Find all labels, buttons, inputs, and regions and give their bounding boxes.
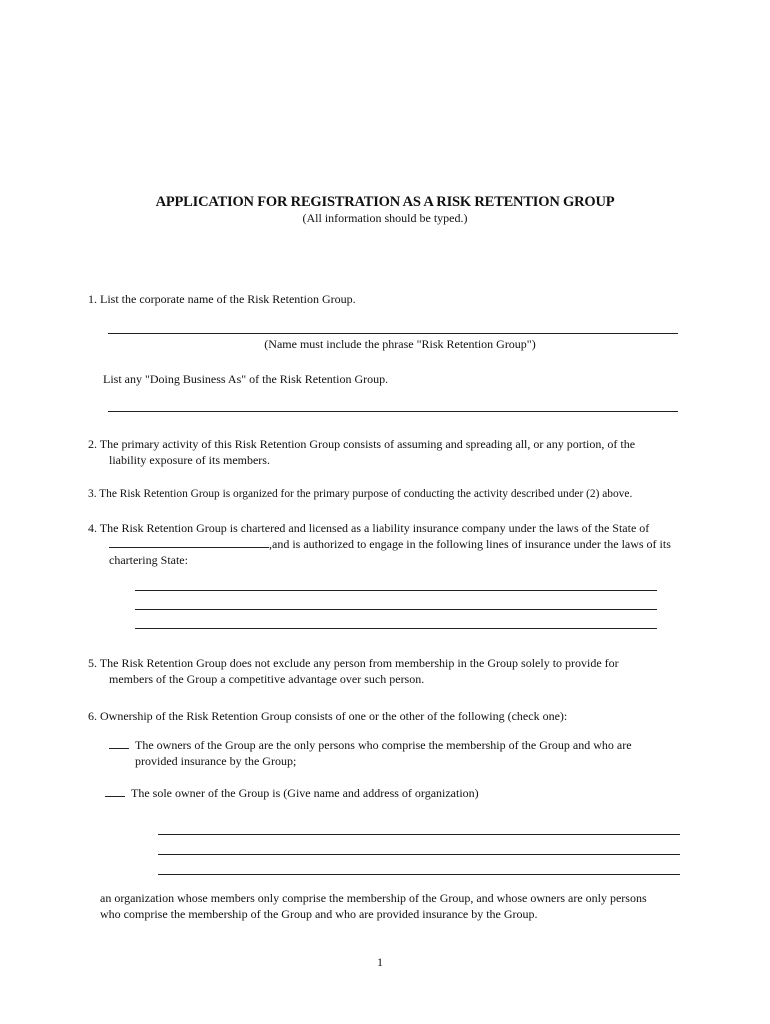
dba-name-field[interactable] [108,411,678,412]
lines-of-insurance-field-2[interactable] [135,609,657,610]
q4-line2-text: ,and is authorized to engage in the following lines of insurance under the laws of its [269,537,671,551]
q6-closing-line1: an organization whose members only comprise the membership of the Group, and whose owners are only persons [100,891,647,905]
owner-organization-field-3[interactable] [158,874,680,875]
q4-line2 [109,537,671,552]
q6-option1-text: The owners of the Group are the only persons who comprise the membership of the Group and who are [135,738,632,752]
corporate-name-field[interactable] [108,333,678,334]
option1-checkbox[interactable] [109,738,129,749]
form-title: APPLICATION FOR REGISTRATION AS A RISK RETENTION GROUP [155,194,615,210]
page-number: 1 [377,955,383,969]
q2-line2: liability exposure of its members. [109,453,270,467]
q6-option2-line [105,786,479,801]
q5-line2: members of the Group a competitive advantage over such person. [109,672,425,686]
owner-organization-field-2[interactable] [158,854,680,855]
q6-option1-line1 [109,738,632,753]
q1-note: (Name must include the phrase "Risk Retention Group") [264,337,536,351]
state-name-field[interactable] [109,537,269,548]
q6-closing-line2: who comprise the membership of the Group and who are provided insurance by the Group. [100,907,538,921]
lines-of-insurance-field-1[interactable] [135,590,657,591]
q5-line1: 5. The Risk Retention Group does not exclude any person from membership in the Group solely to provide for [88,656,619,670]
q6-option2-text: The sole owner of the Group is (Give name and address of organization) [131,786,479,800]
q1-dba-prompt: List any "Doing Business As" of the Risk Retention Group. [103,372,389,386]
form-subtitle: (All information should be typed.) [302,211,468,225]
q6-option1-line2: provided insurance by the Group; [135,754,297,768]
lines-of-insurance-field-3[interactable] [135,628,657,629]
q2-line1: 2. The primary activity of this Risk Retention Group consists of assuming and spreading all, or any portion, of the [88,437,636,451]
q4-line3: chartering State: [109,553,188,567]
owner-organization-field-1[interactable] [158,834,680,835]
option2-checkbox[interactable] [105,786,125,797]
q4-line1: 4. The Risk Retention Group is chartered and licensed as a liability insurance company under the laws of the State of [88,521,650,535]
q3-text: 3. The Risk Retention Group is organized for the primary purpose of conducting the activity described under (2) above. [88,488,633,500]
q6-prompt: 6. Ownership of the Risk Retention Group consists of one or the other of the following (check one): [88,709,568,723]
q1-prompt: 1. List the corporate name of the Risk Retention Group. [88,292,356,306]
